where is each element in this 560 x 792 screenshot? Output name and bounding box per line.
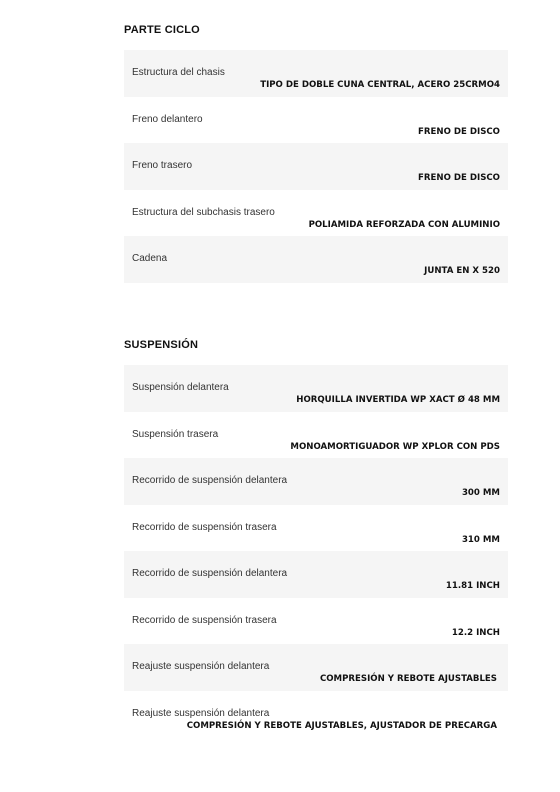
spec-row: [124, 412, 508, 459]
spec-value: COMPRESIÓN Y REBOTE AJUSTABLES: [319, 674, 497, 684]
spec-value: FRENO DE DISCO: [418, 173, 500, 183]
spec-label: Freno trasero: [132, 160, 193, 171]
spec-label: Reajuste suspensión delantera: [132, 661, 270, 672]
spec-label: Suspensión trasera: [132, 428, 219, 440]
spec-value: 310 MM: [461, 534, 500, 545]
spec-row: [124, 143, 508, 190]
spec-list-parte-ciclo: [124, 50, 508, 283]
spec-row: [124, 691, 508, 738]
spec-value: FRENO DE DISCO: [418, 126, 500, 137]
spec-label: Cadena: [132, 253, 168, 264]
section-title-suspension: SUSPENSIÓN: [124, 339, 199, 351]
spec-label: Estructura del chasis: [132, 67, 225, 78]
spec-row: [124, 236, 508, 283]
spec-label: Suspensión delantera: [132, 382, 229, 393]
spec-label: Recorrido de suspensión delantera: [132, 568, 288, 579]
spec-row: [124, 551, 508, 598]
spec-value: TIPO DE DOBLE CUNA CENTRAL, ACERO 25CRMO4: [260, 80, 500, 90]
spec-list-suspension: [124, 365, 508, 737]
spec-label: Recorrido de suspensión trasera: [132, 614, 277, 626]
spec-row: [124, 190, 508, 237]
spec-row: [124, 97, 508, 144]
spec-row: [124, 458, 508, 505]
spec-label: Estructura del subchasis trasero: [132, 206, 275, 218]
spec-value: 11.81 INCH: [445, 581, 500, 591]
spec-value: HORQUILLA INVERTIDA WP XACT Ø 48 MM: [296, 395, 500, 405]
spec-value: JUNTA EN X 520: [424, 266, 500, 276]
spec-row: [124, 505, 508, 552]
spec-value: MONOAMORTIGUADOR WP XPLOR CON PDS: [290, 441, 500, 452]
spec-label: Freno delantero: [132, 113, 203, 125]
spec-value: 300 MM: [461, 488, 500, 498]
spec-row: [124, 598, 508, 645]
spec-label: Recorrido de suspensión delantera: [132, 475, 288, 486]
spec-value: POLIAMIDA REFORZADA CON ALUMINIO: [308, 219, 500, 230]
spec-label: Recorrido de suspensión trasera: [132, 521, 277, 533]
section-title-parte-ciclo: PARTE CICLO: [124, 24, 200, 36]
spec-row: [124, 365, 508, 412]
spec-label: Reajuste suspensión delantera: [132, 707, 270, 719]
spec-row: [124, 644, 508, 691]
spec-value: COMPRESIÓN Y REBOTE AJUSTABLES, AJUSTADOR DE PRECARGA: [186, 720, 497, 731]
spec-row: [124, 50, 508, 97]
spec-value: 12.2 INCH: [451, 627, 500, 638]
